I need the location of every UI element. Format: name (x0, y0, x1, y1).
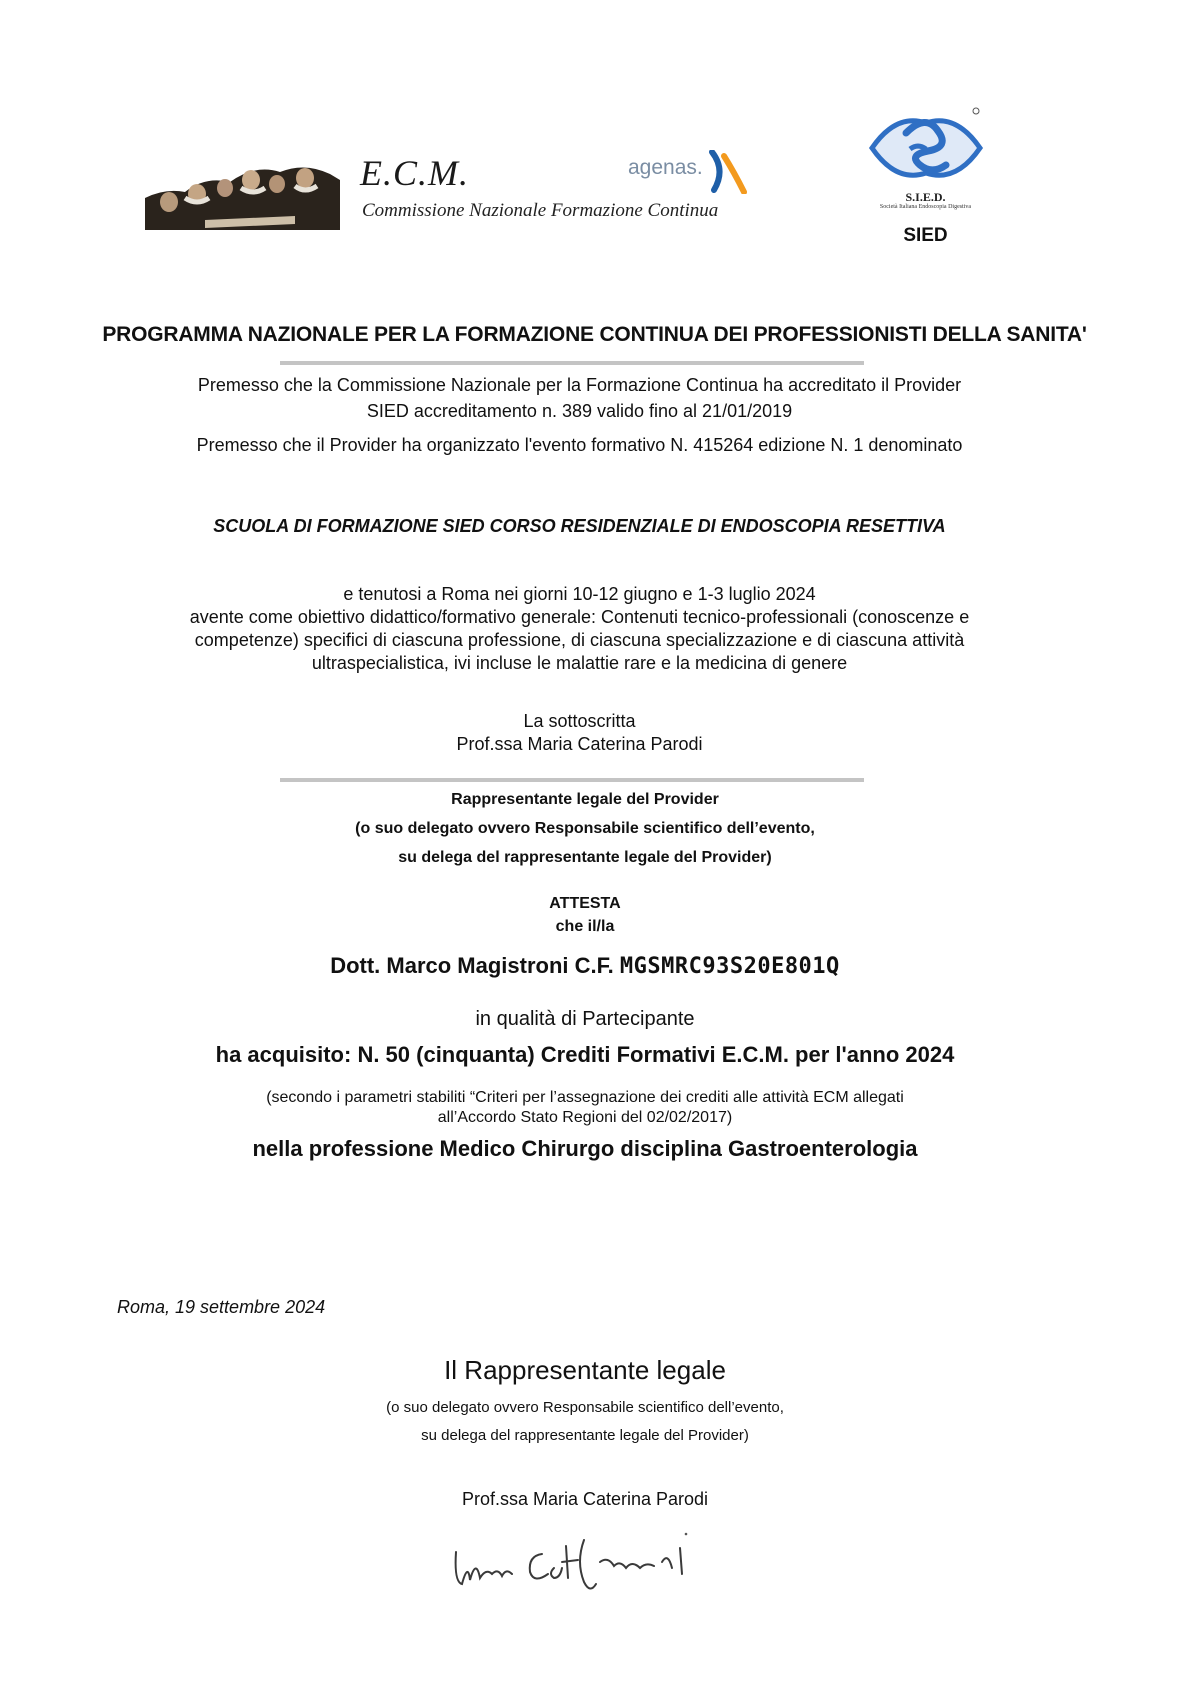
agenas-logo (628, 150, 753, 194)
criteria-note (0, 1088, 1170, 1128)
event-line-4: ultraspecialistica, ivi incluse le malattie rare e la medicina di genere (311, 653, 848, 673)
representative-title: Il Rappresentante legale (444, 1355, 726, 1385)
representative-subtitle-line-2: su delega del rappresentante legale del Provider) (421, 1427, 749, 1444)
divider (280, 778, 864, 782)
premessa-1-line-1: Premesso che la Commissione Nazionale per la Formazione Continua ha accreditato il Provider (197, 375, 962, 395)
sied-digestive-tract-logo-icon (866, 103, 986, 188)
sied-caption: S.I.E.D. (905, 190, 946, 204)
sied-name: SIED (903, 225, 948, 246)
representative-subtitle (0, 1394, 1170, 1450)
event-line-1: e tenutosi a Roma nei giorni 10-12 giugno e 1-3 luglio 2024 (343, 584, 816, 604)
provider-rep-line-2: (o suo delegato ovvero Responsabile scientifico dell’evento, (355, 820, 815, 837)
signature (450, 1522, 720, 1597)
participant-role: in qualità di Partecipante (475, 1008, 695, 1030)
agenas-x-logo-icon (708, 150, 748, 194)
ecm-title: E.C.M. (360, 153, 469, 193)
place-date: Roma, 19 settembre 2024 (117, 1297, 326, 1317)
attesta-heading: ATTESTA (549, 895, 621, 912)
anatomy-lesson-painting-icon (145, 158, 340, 230)
event-line-2: avente come obiettivo didattico/formativo generale: Contenuti tecnico-professionali (conoscenze e (189, 607, 970, 627)
ecm-subtitle: Commissione Nazionale Formazione Continua (362, 200, 719, 221)
agenas-logo-text: agenas. (628, 156, 703, 179)
signer-name: Prof.ssa Maria Caterina Parodi (456, 734, 703, 754)
criteria-line-1: (secondo i parametri stabiliti “Criteri per l’assegnazione dei crediti alle attività ECM allegati (266, 1089, 904, 1106)
profession-statement: nella professione Medico Chirurgo disciplina Gastroenterologia (252, 1136, 918, 1161)
signer-intro: La sottoscritta (523, 711, 636, 731)
sied-caption-sub: Società Italiana Endoscopia Digestiva (879, 204, 972, 210)
premessa-1-line-2: SIED accreditamento n. 389 valido fino al 21/01/2019 (366, 401, 793, 421)
course-title: SCUOLA DI FORMAZIONE SIED CORSO RESIDENZIALE DI ENDOSCOPIA RESETTIVA (213, 516, 946, 536)
event-line-3: competenze) specifici di ciascuna professione, di ciascuna specializzazione e di ciascuna attività (194, 630, 965, 650)
divider (280, 361, 864, 365)
premessa-2: Premesso che il Provider ha organizzato l'evento formativo N. 415264 edizione N. 1 denominato (196, 435, 963, 455)
criteria-line-2: all’Accordo Stato Regioni del 02/02/2017) (437, 1109, 733, 1126)
representative-subtitle-line-1: (o suo delegato ovvero Responsabile scientifico dell’evento, (386, 1399, 784, 1416)
recipient (0, 953, 1170, 979)
recipient-fiscal-code: MGSMRC93S20E801Q (619, 954, 840, 979)
representative-name: Prof.ssa Maria Caterina Parodi (461, 1489, 709, 1509)
ecm-logo (145, 150, 745, 235)
che-label: che il/la (555, 918, 615, 935)
programma-title: PROGRAMMA NAZIONALE PER LA FORMAZIONE CONTINUA DEI PROFESSIONISTI DELLA SANITA' (102, 323, 1087, 346)
sied-logo (858, 103, 993, 248)
provider-rep-line-3: su delega del rappresentante legale del Provider) (398, 849, 772, 866)
recipient-name: Dott. Marco Magistroni C.F. (330, 953, 614, 978)
credits-statement: ha acquisito: N. 50 (cinquanta) Crediti Formativi E.C.M. per l'anno 2024 (215, 1042, 955, 1067)
provider-rep-line-1: Rappresentante legale del Provider (451, 791, 719, 808)
